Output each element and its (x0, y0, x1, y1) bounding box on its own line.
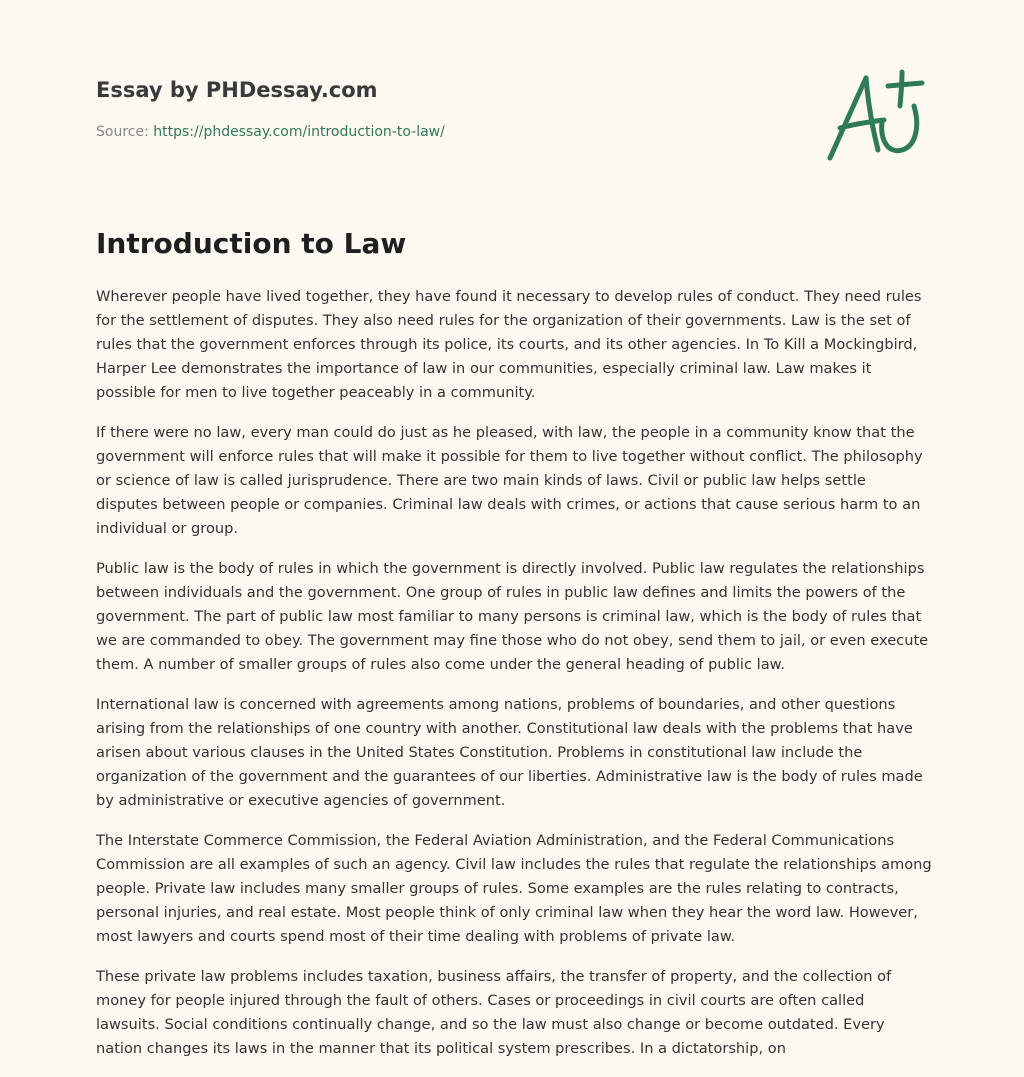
article-paragraph: Public law is the body of rules in which the government is directly involved. Public law regulates the relationships between individuals and the government. One group of rules in public law defines and limits the powers of the government. The part of public law most familiar to many persons is criminal law, which is the body of rules that we are commanded to obey. The government may fine those who do not obey, send them to jail, or even execute them. A number of smaller groups of rules also come under the general heading of public law. (96, 560, 929, 673)
grade-a-plus-icon (822, 66, 932, 166)
article-title: Introduction to Law (96, 227, 407, 260)
source-line (96, 122, 696, 142)
source-link[interactable]: https://phdessay.com/introduction-to-law/ (153, 124, 445, 140)
article-paragraph: Wherever people have lived together, they have found it necessary to develop rules of conduct. They need rules for the settlement of disputes. They also need rules for the organization of their governments. Law is the set of rules that the government enforces through its police, its courts, and its other agencies. In To Kill a Mockingbird, Harper Lee demonstrates the importance of law in our communities, especially criminal law. Law makes it possible for men to live together peaceably in a community. (96, 288, 922, 401)
page-header (96, 76, 696, 142)
article-paragraph: If there were no law, every man could do just as he pleased, with law, the people in a community know that the government will enforce rules that will make it possible for them to live together without conflict. The philosophy or science of law is called jurisprudence. There are two main kinds of laws. Civil or public law helps settle disputes between people or companies. Criminal law deals with crimes, or actions that cause serious harm to an individual or group. (96, 424, 923, 537)
article-paragraph: These private law problems includes taxation, business affairs, the transfer of property, and the collection of money for people injured through the fault of others. Cases or proceedings in civil courts are often called lawsuits. Social conditions continually change, and so the law must also change or become outdated. Every nation changes its laws in the manner that its political system prescribes. In a dictatorship, on (96, 968, 892, 1057)
brand-title: Essay by PHDessay.com (96, 78, 378, 102)
article-paragraph: The Interstate Commerce Commission, the Federal Aviation Administration, and the Federal Communications Commission are all examples of such an agency. Civil law includes the rules that regulate the relationships among people. Private law includes many smaller groups of rules. Some examples are the rules relating to contracts, personal injuries, and real estate. Most people think of only criminal law when they hear the word law. However, most lawyers and courts spend most of their time dealing with problems of private law. (96, 832, 932, 945)
source-label: Source: (96, 124, 154, 140)
article-paragraph: International law is concerned with agreements among nations, problems of boundaries, and other questions arising from the relationships of one country with another. Constitutional law deals with the problems that have arisen about various clauses in the United States Constitution. Problems in constitutional law include the organization of the government and the guarantees of our liberties. Administrative law is the body of rules made by administrative or executive agencies of government. (96, 696, 923, 809)
article-body (96, 285, 932, 1077)
